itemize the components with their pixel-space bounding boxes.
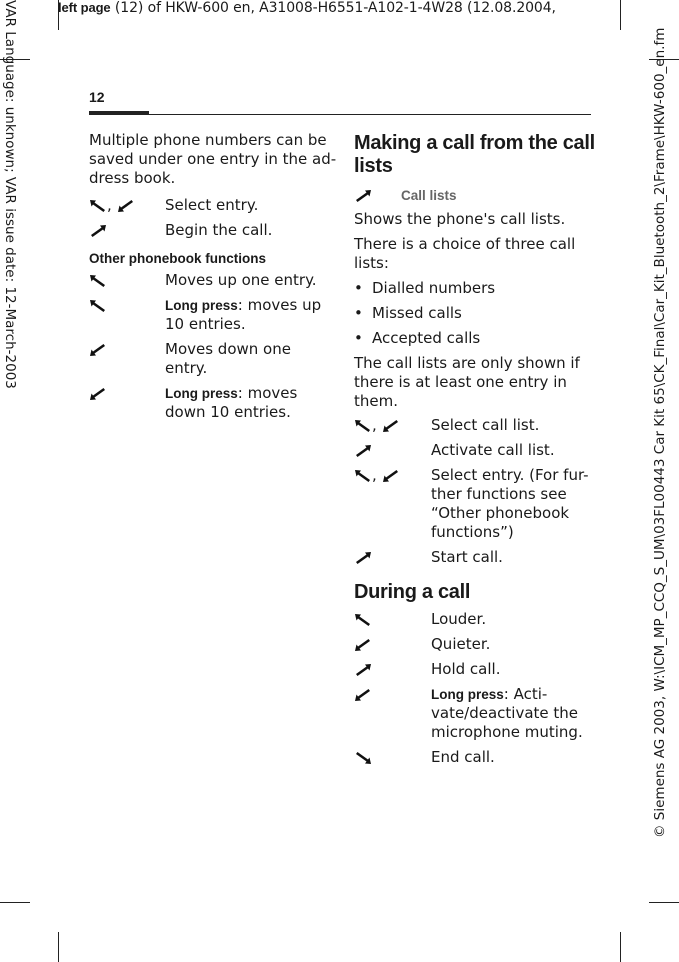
intro-line: dress book. xyxy=(89,169,176,187)
select-entry-more-text: ther functions see xyxy=(431,485,567,503)
side-note-right-text: © Siemens AG 2003, W:\ICM_MP_CCQ_S_UM\03FL00443 Car Kit 65\CK_Final\Car_Kit_Bluetooth_2\Frame\HKW-600_en.fm xyxy=(652,27,668,838)
moves-down-10-text xyxy=(165,384,297,403)
arrow-down-left-icon xyxy=(117,199,135,213)
moves-down-text: entry. xyxy=(165,359,208,377)
crop-mark xyxy=(620,932,621,962)
arrow-up-left-icon xyxy=(354,469,372,483)
bullet: • xyxy=(354,329,363,347)
left-page-label: left page xyxy=(58,0,111,15)
long-press-label: Long press xyxy=(165,298,238,313)
crop-mark xyxy=(649,902,679,903)
section-heading: Making a call from the call xyxy=(354,132,595,154)
key-single xyxy=(354,186,372,205)
mute-text xyxy=(431,685,547,704)
start-call-text: Start call. xyxy=(431,548,503,566)
right-column xyxy=(354,0,594,962)
intro-line: saved under one entry in the ad- xyxy=(89,150,337,168)
key-pair: , xyxy=(354,466,400,485)
only-shown-text: The call lists are only shown if xyxy=(354,354,580,372)
arrow-down-right-icon xyxy=(354,751,372,765)
arrow-up-right-icon xyxy=(89,224,107,238)
select-entry-more-text: Select entry. (For fur- xyxy=(431,466,589,484)
list-item: Missed calls xyxy=(372,304,462,322)
key-single xyxy=(354,635,372,654)
moves-up-10-text xyxy=(165,296,321,315)
key-single xyxy=(89,384,107,403)
during-call-heading: During a call xyxy=(354,581,471,603)
moves-down-10-part: : moves xyxy=(237,384,298,402)
shows-text: Shows the phone's call lists. xyxy=(354,210,566,228)
arrow-down-left-icon xyxy=(382,469,400,483)
other-functions-heading: Other phonebook functions xyxy=(89,251,266,266)
key-single xyxy=(89,296,107,315)
list-item: Dialled numbers xyxy=(372,279,496,297)
long-press-label: Long press xyxy=(431,687,504,702)
key-single xyxy=(354,748,372,767)
select-entry-more-text: “Other phonebook xyxy=(431,504,570,522)
crop-mark xyxy=(58,932,59,962)
arrow-down-left-icon xyxy=(354,638,372,652)
arrow-up-left-icon xyxy=(89,299,107,313)
arrow-up-right-icon xyxy=(354,663,372,677)
select-call-list-text: Select call list. xyxy=(431,416,540,434)
arrow-up-right-icon xyxy=(354,551,372,565)
activate-call-list-text: Activate call list. xyxy=(431,441,555,459)
intro-line: Multiple phone numbers can be xyxy=(89,131,327,149)
crop-mark xyxy=(620,0,621,30)
arrow-up-left-icon xyxy=(354,613,372,627)
select-entry-text: Select entry. xyxy=(165,196,259,214)
quieter-text: Quieter. xyxy=(431,635,491,653)
key-single xyxy=(354,441,372,460)
print-header-info: (12) of HKW-600 en, A31008-H6551-A102-1-4W28 (12.08.2004, xyxy=(110,0,556,16)
key-single xyxy=(354,685,372,704)
key-single xyxy=(89,221,107,240)
arrow-down-left-icon xyxy=(89,343,107,357)
arrow-down-left-icon xyxy=(354,688,372,702)
choice-text: There is a choice of three call xyxy=(354,235,576,253)
end-call-text: End call. xyxy=(431,748,495,766)
select-entry-more-text: functions”) xyxy=(431,523,514,541)
moves-down-text: Moves down one xyxy=(165,340,291,358)
mute-text: vate/deactivate the xyxy=(431,704,579,722)
moves-down-10-text: down 10 entries. xyxy=(165,403,291,421)
choice-text: lists: xyxy=(354,254,389,272)
key-single xyxy=(89,340,107,359)
arrow-down-left-icon xyxy=(382,419,400,433)
arrow-up-left-icon xyxy=(89,274,107,288)
side-note-left xyxy=(0,0,20,389)
arrow-up-left-icon xyxy=(89,199,107,213)
louder-text: Louder. xyxy=(431,610,487,628)
call-lists-label: Call lists xyxy=(401,188,457,203)
begin-call-text: Begin the call. xyxy=(165,221,273,239)
section-heading: lists xyxy=(354,155,393,177)
page-number: 12 xyxy=(89,89,105,105)
arrow-up-right-icon xyxy=(354,444,372,458)
hold-call-text: Hold call. xyxy=(431,660,501,678)
key-pair: , xyxy=(89,196,135,215)
key-pair: , xyxy=(354,416,400,435)
side-note-left-text: VAR Language: unknown; VAR issue date: 12-March-2003 xyxy=(2,0,18,389)
moves-up-10-text: 10 entries. xyxy=(165,315,246,333)
bullet: • xyxy=(354,304,363,322)
long-press-label: Long press xyxy=(165,386,238,401)
key-single xyxy=(354,548,372,567)
arrow-down-left-icon xyxy=(89,387,107,401)
only-shown-text: them. xyxy=(354,392,398,410)
only-shown-text: there is at least one entry in xyxy=(354,373,567,391)
crop-mark xyxy=(0,902,30,903)
moves-up-10-part: : moves up xyxy=(237,296,322,314)
arrow-up-right-icon xyxy=(354,189,372,203)
key-single xyxy=(89,271,107,290)
arrow-up-left-icon xyxy=(354,419,372,433)
mute-text: microphone muting. xyxy=(431,723,583,741)
bullet: • xyxy=(354,279,363,297)
list-item: Accepted calls xyxy=(372,329,481,347)
moves-up-text: Moves up one entry. xyxy=(165,271,317,289)
key-single xyxy=(354,610,372,629)
key-single xyxy=(354,660,372,679)
mute-part: : Acti- xyxy=(503,685,548,703)
